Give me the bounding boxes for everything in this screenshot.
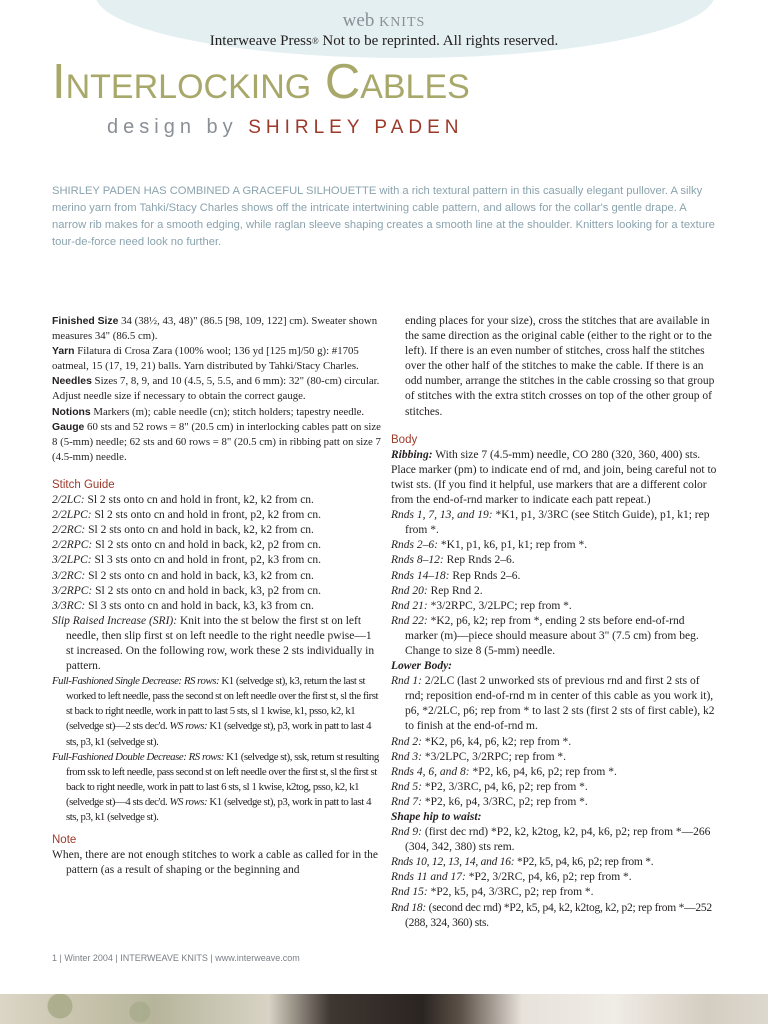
cable-text: Sl 2 sts onto cn and hold in front, p2, k2 from cn.	[91, 509, 321, 522]
registered-mark: ®	[311, 36, 319, 46]
ffdd-definition	[52, 750, 382, 825]
spec-label: Gauge	[52, 421, 85, 433]
cable-def	[52, 599, 382, 614]
ffsd-ws-text: K1 (selvedge st), p3, work in patt to last 4 sts, p3, k1 (selvedge st).	[66, 720, 372, 748]
rnd-text: *P2, k5, p4, k6, p2; rep from *.	[514, 856, 654, 869]
rnd-label: Rnd 22:	[391, 614, 428, 627]
rnd-label: Rnds 14–18:	[391, 569, 450, 582]
cable-text: Sl 2 sts onto cn and hold in back, k2, p2 from cn.	[92, 539, 321, 552]
rnd-text: 2/2LC (last 2 unworked sts of previous rnd and first 2 sts of rnd; reposition end-of-rnd m in center of this cable as you work it), p6, *2/2LC, p6; rep from * to last 2 sts (first 2 sts of first cable), k2 to finish at the end-of-rnd m.	[405, 675, 715, 733]
spec-finished-size	[52, 314, 382, 344]
foliage-image	[0, 994, 200, 1024]
copyright-notice	[0, 33, 768, 50]
brand-web: web	[342, 10, 375, 31]
spec-label: Finished Size	[52, 316, 119, 327]
rnd-row	[391, 599, 718, 614]
rnd-text: *3/2LPC, 3/2RPC; rep from *.	[421, 750, 567, 763]
body-heading: Body	[391, 433, 418, 446]
designer-name: SHIRLEY PADEN	[248, 117, 464, 138]
cable-def	[52, 538, 382, 553]
rnd-text: *P2, k6, p4, 3/3RC, p2; rep from *.	[421, 795, 588, 808]
rnd-label: Rnd 20:	[391, 584, 428, 597]
ribbing-paragraph	[391, 448, 718, 508]
rnd-row	[391, 508, 718, 538]
rnd-row	[391, 750, 718, 765]
rnd-label: Rnd 5:	[391, 780, 422, 793]
rnd-row	[391, 614, 718, 659]
rnd-row	[391, 765, 718, 780]
spec-value: 34 (38½, 43, 48)" (86.5 [98, 109, 122] cm). Sweater shown measures 34" (86.5 cm).	[52, 315, 378, 343]
ffdd-name: Full-Fashioned Double Decrease:	[52, 750, 187, 763]
cable-abbr: 2/2LPC:	[52, 509, 92, 522]
intro-text: with a rich textural pattern in this casually elegant pullover. A silky merino yarn from Tahki/Stacy Charles shows off the intricate intertwining cable pattern, and allows for the collar's gentle drape. A narrow rib makes for a smooth edging, while raglan sleeve shaping creates a smooth line at the shoulder. Knitters looking for a texture tour-de-force need look no further.	[52, 185, 715, 248]
lower-body-label: Lower Body:	[391, 660, 453, 673]
ffsd-rs-label: RS rows:	[181, 675, 220, 688]
rnd-text: Rep Rnds 2–6.	[443, 554, 515, 567]
rnd-label: Rnds 8–12:	[391, 554, 444, 567]
rnd-text: (first dec rnd) *P2, k2, k2tog, k2, p4, k6, p2; rep from *—266 (304, 342, 380) sts rem.	[405, 826, 711, 854]
note-heading: Note	[52, 834, 77, 847]
cable-abbr: 3/2LPC:	[52, 554, 92, 567]
cable-def	[52, 493, 382, 508]
cable-abbr: 3/3RC:	[52, 599, 86, 612]
rnd-label: Rnds 1, 7, 13, and 19:	[391, 509, 493, 522]
rnd-row	[391, 795, 718, 810]
cable-text: Sl 2 sts onto cn and hold in back, k2, k2 from cn.	[85, 524, 314, 537]
note-text: When, there are not enough stitches to work a cable as called for in the pattern (as a result of shaping or the beginning and	[52, 849, 379, 877]
specs-list	[52, 314, 382, 465]
spec-value: 60 sts and 52 rows = 8" (20.5 cm) in interlocking cables patt on size 8 (5-mm) needle; 62 sts and 60 rows = 8" (20.5 cm) in ribbing patt on size 7 (4.5-mm) needle.	[52, 420, 381, 463]
rnd-label: Rnd 7:	[391, 795, 422, 808]
left-column	[52, 314, 382, 878]
rnd-text: *K2, p6, k2; rep from *, ending 2 sts before end-of-rnd marker (m)—piece should measure about 3" (7.5 cm) from beg. Change to size 8 (5-mm) needle.	[405, 614, 699, 657]
cable-text: Sl 2 sts onto cn and hold in front, k2, k2 from cn.	[84, 494, 314, 507]
rnd-row	[391, 584, 718, 599]
publisher-name: Interweave Press	[209, 33, 312, 49]
cable-abbr: 2/2RC:	[52, 524, 86, 537]
spec-value: Markers (m); cable needle (cn); stitch holders; tapestry needle.	[90, 405, 365, 418]
photo-strip	[0, 994, 768, 1024]
cable-text: Sl 3 sts onto cn and hold in front, p2, k3 from cn.	[91, 554, 321, 567]
cable-text: Sl 2 sts onto cn and hold in back, k3, p2 from cn.	[92, 584, 321, 597]
spec-label: Needles	[52, 376, 92, 388]
cable-abbr: 3/2RC:	[52, 569, 86, 582]
rnd-row	[391, 735, 718, 750]
spec-value: Filatura di Crosa Zara (100% wool; 136 yd [125 m]/50 g): #1705 oatmeal, 15 (17, 19, 21) balls. Yarn distributed by Tahki/Stacy Charles.	[52, 345, 359, 373]
cable-def	[52, 508, 382, 523]
rnd-text: (second dec rnd) *P2, k5, p4, k2, k2tog, k2, p2; rep from *—252 (288, 324, 360) sts.	[405, 901, 712, 929]
rnd-text: *P2, k5, p4, 3/3RC, p2; rep from *.	[427, 886, 594, 899]
right-column	[391, 314, 718, 931]
spec-needles	[52, 374, 382, 404]
rnd-text: *P2, 3/2RC, p4, k6, p2; rep from *.	[465, 871, 632, 884]
rnd-text: *P2, k6, p4, k6, p2; rep from *.	[469, 765, 617, 778]
ffsd-ws-label: WS rows:	[167, 720, 208, 733]
rnd-text: *K1, p1, k6, p1, k1; rep from *.	[437, 539, 588, 552]
note-continued: ending places for your size), cross the stitches that are available in the same direction as the original cable (either to the right or to the left). If there is an even number of stitches, cross half the stitches over the other half of the stitches to make the cable. If there is an odd number, arrange the stitches in the cable crossing so that group of stitches with the extra stitch crosses on top of the other group of stitches.	[405, 315, 715, 418]
intro-lead: SHIRLEY PADEN HAS COMBINED A GRACEFUL SILHOUETTE	[52, 185, 377, 197]
rnd-row	[391, 885, 718, 900]
ffsd-name: Full-Fashioned Single Decrease:	[52, 675, 182, 688]
cable-abbr: 2/2LC:	[52, 494, 85, 507]
sri-definition	[52, 614, 382, 674]
rnd-label: Rnds 11 and 17:	[391, 871, 466, 884]
rnd-label: Rnd 1:	[391, 675, 422, 688]
ffdd-text: K1 (selvedge st), ssk, return st resulting from ssk to left needle, pass second st on left needle over the first st, sl the first st back to right needle, work in patt to last 6 sts, sl 1 kwise, k2tog, psso, k2, k1 (selvedge st)—4 sts dec'd.	[66, 750, 379, 808]
cable-def	[52, 523, 382, 538]
ffsd-definition	[52, 674, 382, 749]
byline	[107, 116, 463, 139]
cable-def	[52, 569, 382, 584]
spec-yarn	[52, 344, 382, 374]
ffdd-ws-label: WS rows:	[167, 795, 208, 808]
pattern-title: Interlocking Cables	[52, 55, 470, 109]
rnd-label: Rnd 3:	[391, 750, 422, 763]
stitch-guide-heading: Stitch Guide	[52, 478, 115, 491]
rnd-text: *K1, p1, 3/3RC (see Stitch Guide), p1, k1; rep from *.	[405, 509, 710, 537]
cable-text: Sl 3 sts onto cn and hold in back, k3, k3 from cn.	[85, 599, 314, 612]
rnd-row	[391, 870, 718, 885]
rnd-label: Rnd 2:	[391, 735, 422, 748]
sri-text: Knit into the st below the first st on left needle, then slip first st on left needle to the right needle pwise—1 st increased. On the following row, work these 2 sts individually in pattern.	[66, 614, 375, 673]
rnd-row	[391, 825, 718, 855]
ffdd-rs-label: RS rows:	[186, 750, 224, 763]
rnd-label: Rnds 10, 12, 13, 14, and 16:	[391, 856, 515, 869]
rnd-text: *P2, 3/3RC, p4, k6, p2; rep from *.	[421, 780, 588, 793]
shape-hip-label: Shape hip to waist:	[391, 811, 482, 823]
rnd-label: Rnd 15:	[391, 886, 428, 899]
spec-notions	[52, 405, 382, 420]
rnd-label: Rnds 2–6:	[391, 539, 438, 552]
intro-paragraph	[52, 183, 722, 251]
spec-value: Sizes 7, 8, 9, and 10 (4.5, 5, 5.5, and 6 mm): 32" (80-cm) circular. Adjust needle size if necessary to obtain the correct gauge.	[52, 375, 380, 403]
ffsd-text: K1 (selvedge st), k3, return the last st worked to left needle, pass the second st on left needle over the first st, sl the first st back to right needle, work in patt to last 5 sts, sl 1 kwise, k1, psso, k2, k1 (selvedge st)—2 sts dec'd.	[66, 675, 379, 733]
cable-text: Sl 2 sts onto cn and hold in back, k3, k2 from cn.	[85, 569, 314, 582]
rnd-text: Rep Rnds 2–6.	[449, 569, 521, 582]
rnd-text: Rep Rnd 2.	[427, 584, 483, 597]
rnd-text: *3/2RPC, 3/2LPC; rep from *.	[427, 599, 572, 612]
cable-abbr: 2/2RPC:	[52, 539, 93, 552]
rnd-label: Rnd 21:	[391, 599, 428, 612]
rnd-row	[391, 674, 718, 734]
page-footer: 1 | Winter 2004 | INTERWEAVE KNITS | www.interweave.com	[52, 953, 300, 963]
rnd-label: Rnds 4, 6, and 8:	[391, 765, 470, 778]
spec-label: Yarn	[52, 346, 75, 358]
cable-abbr: 3/2RPC:	[52, 584, 93, 597]
byline-prefix: design by	[107, 116, 238, 138]
rnd-label: Rnd 9:	[391, 826, 422, 839]
sri-name: Slip Raised Increase (SRI):	[52, 614, 178, 627]
rnd-row	[391, 855, 718, 870]
rnd-row	[391, 901, 718, 931]
brand-knits: KNITS	[379, 15, 426, 30]
rnd-text: *K2, p6, k4, p6, k2; rep from *.	[421, 735, 572, 748]
rnd-row	[391, 780, 718, 795]
ribbing-label: Ribbing:	[391, 448, 433, 461]
spec-gauge	[52, 420, 382, 465]
cable-def	[52, 584, 382, 599]
ffdd-ws-text: K1 (selvedge st), p3, work in patt to last 4 sts, p3, k1 (selvedge st).	[66, 795, 372, 823]
ribbing-text: With size 7 (4.5-mm) needle, CO 280 (320, 360, 400) sts. Place marker (pm) to indicate end of rnd, and join, being careful not to twist sts. (If you find it helpful, use markers that are a different color from the end-of-rnd marker to indicate each patt repeat.)	[391, 448, 717, 507]
masthead-brand	[0, 10, 768, 32]
notice-text: Not to be reprinted. All rights reserved.	[322, 33, 559, 49]
spec-label: Notions	[52, 406, 91, 418]
rnd-row	[391, 569, 718, 584]
cable-def	[52, 553, 382, 568]
rnd-row	[391, 538, 718, 553]
rnd-label: Rnd 18:	[391, 901, 426, 914]
rnd-row	[391, 553, 718, 568]
